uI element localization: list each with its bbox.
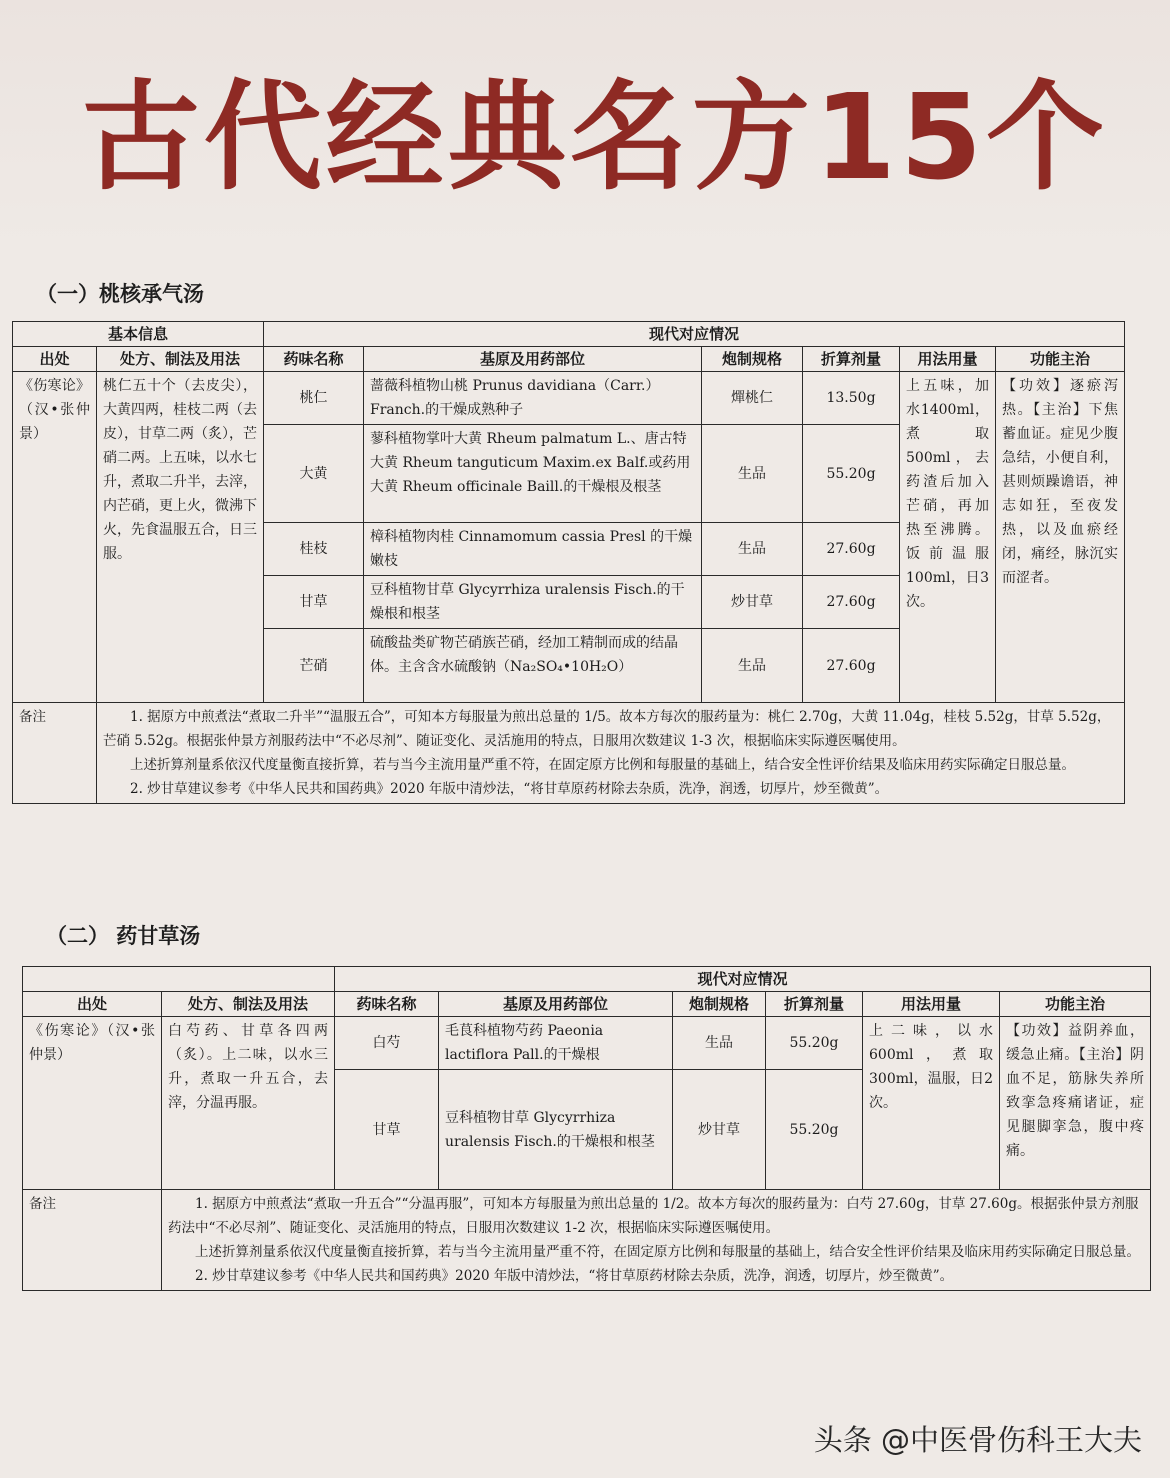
header-basic-info-empty (23, 967, 335, 992)
header-row-columns (13, 347, 1125, 372)
section-title-1: （一）桃核承气汤 (36, 282, 204, 306)
usage-cell: 上二味，以水600ml，煮取300ml，温服，日2次。 (863, 1017, 1000, 1190)
header-basic-info: 基本信息 (13, 322, 264, 347)
herb-origin: 樟科植物肉桂 Cinnamomum cassia Presl 的干燥嫩枝 (364, 523, 702, 576)
header-row-top (23, 967, 1151, 992)
herb-dose: 13.50g (803, 372, 900, 425)
remark-text: 上述折算剂量系依汉代度量衡直接折算，若与当今主流用量严重不符，在固定原方比例和每服量的基础上，结合安全性评价结果及临床用药实际确定日服总量。 (130, 757, 1075, 773)
herb-dose: 55.20g (766, 1070, 863, 1190)
remark-text: 1. 据原方中煎煮法“煮取一升五合”“分温再服”，可知本方每服量为煎出总量的 1/2。故本方每次的服药量为：白芍 27.60g，甘草 27.60g。根据张仲景方剂服药法中“不必尽剂”、随证变化、灵活施用的特点，日服用次数建议 1-2 次，根据临床实际遵医嘱使用。 (168, 1196, 1139, 1236)
header-processing: 炮制规格 (702, 347, 803, 372)
herb-dose: 27.60g (803, 629, 900, 703)
header-herb: 药味名称 (264, 347, 364, 372)
formula-cell: 白芍药、甘草各四两（炙）。上二味，以水三升，煮取一升五合，去滓，分温再服。 (162, 1017, 335, 1190)
herb-processing: 燀桃仁 (702, 372, 803, 425)
herb-name: 大黄 (264, 425, 364, 523)
herb-origin: 豆科植物甘草 Glycyrrhiza uralensis Fisch.的干燥根和根茎 (439, 1070, 673, 1190)
herb-name: 芒硝 (264, 629, 364, 703)
herb-processing: 炒甘草 (673, 1070, 766, 1190)
remarks-label: 备注 (13, 703, 97, 804)
herb-dose: 27.60g (803, 576, 900, 629)
header-function: 功能主治 (996, 347, 1125, 372)
herb-name: 桃仁 (264, 372, 364, 425)
header-function: 功能主治 (1000, 992, 1151, 1017)
formula-cell: 桃仁五十个（去皮尖），大黄四两，桂枝二两（去皮），甘草二两（炙），芒硝二两。上五味，以水七升，煮取二升半，去滓，内芒硝，更上火，微沸下火，先食温服五合，日三服。 (97, 372, 264, 703)
header-herb: 药味名称 (335, 992, 439, 1017)
herb-processing: 生品 (702, 425, 803, 523)
herb-dose: 27.60g (803, 523, 900, 576)
header-source: 出处 (13, 347, 97, 372)
header-processing: 炮制规格 (673, 992, 766, 1017)
header-row-top (13, 322, 1125, 347)
remark-text: 1. 据原方中煎煮法“煮取二升半”“温服五合”，可知本方每服量为煎出总量的 1/5。故本方每次的服药量为：桃仁 2.70g，大黄 11.04g，桂枝 5.52g，甘草 5.52g，芒硝 5.52g。根据张仲景方剂服药法中“不必尽剂”、随证变化、灵活施用的特点，日服用次数建议 1-3 次，根据临床实际遵医嘱使用。 (103, 709, 1111, 749)
table-row (23, 1017, 1151, 1070)
herb-processing: 生品 (702, 523, 803, 576)
header-modern: 现代对应情况 (335, 967, 1151, 992)
usage-cell: 上五味，加水1400ml，煮取500ml，去药渣后加入芒硝，再加热至沸腾。饭前温服100ml，日3次。 (900, 372, 996, 703)
header-modern: 现代对应情况 (264, 322, 1125, 347)
herb-name: 甘草 (264, 576, 364, 629)
source-cell: 《伤寒论》（汉•张仲景） (13, 372, 97, 703)
herb-processing: 生品 (702, 629, 803, 703)
function-cell: 【功效】逐瘀泻热。【主治】下焦蓄血证。症见少腹急结，小便自利，甚则烦躁谵语，神志如狂，至夜发热，以及血瘀经闭，痛经，脉沉实而涩者。 (996, 372, 1125, 703)
herb-processing: 炒甘草 (702, 576, 803, 629)
header-usage: 用法用量 (863, 992, 1000, 1017)
header-row-columns (23, 992, 1151, 1017)
remarks-label: 备注 (23, 1190, 162, 1291)
watermark: 头条 @中医骨伤科王大夫 (813, 1423, 1142, 1457)
remark-text: 上述折算剂量系依汉代度量衡直接折算，若与当今主流用量严重不符，在固定原方比例和每服量的基础上，结合安全性评价结果及临床用药实际确定日服总量。 (195, 1244, 1140, 1260)
header-usage: 用法用量 (900, 347, 996, 372)
header-origin: 基原及用药部位 (439, 992, 673, 1017)
herb-name: 桂枝 (264, 523, 364, 576)
function-cell: 【功效】益阴养血，缓急止痛。【主治】阴血不足，筋脉失养所致挛急疼痛诸证，症见腿脚挛急，腹中疼痛。 (1000, 1017, 1151, 1190)
header-formula: 处方、制法及用法 (97, 347, 264, 372)
formula-table-2 (22, 966, 1151, 1291)
remark-text: 2. 炒甘草建议参考《中华人民共和国药典》2020 年版中清炒法，“将甘草原药材除去杂质，洗净，润透，切厚片，炒至微黄”。 (195, 1268, 954, 1284)
section-title-2: （二） 药甘草汤 (46, 924, 201, 948)
remarks-row (23, 1190, 1151, 1291)
header-dose: 折算剂量 (766, 992, 863, 1017)
table-row (13, 372, 1125, 425)
herb-origin: 蓼科植物掌叶大黄 Rheum palmatum L.、唐古特大黄 Rheum tanguticum Maxim.ex Balf.或药用大黄 Rheum officinale Baill.的干燥根及根茎 (364, 425, 702, 523)
remarks-cell (97, 703, 1125, 804)
page-title: 古代经典名方15个 (81, 68, 1109, 206)
header-origin: 基原及用药部位 (364, 347, 702, 372)
herb-name: 白芍 (335, 1017, 439, 1070)
herb-dose: 55.20g (766, 1017, 863, 1070)
formula-table-1 (12, 321, 1125, 804)
herb-origin: 豆科植物甘草 Glycyrrhiza uralensis Fisch.的干燥根和根茎 (364, 576, 702, 629)
remarks-cell (162, 1190, 1151, 1291)
herb-processing: 生品 (673, 1017, 766, 1070)
herb-name: 甘草 (335, 1070, 439, 1190)
header-formula: 处方、制法及用法 (162, 992, 335, 1017)
remark-text: 2. 炒甘草建议参考《中华人民共和国药典》2020 年版中清炒法，“将甘草原药材除去杂质，洗净，润透，切厚片，炒至微黄”。 (130, 781, 889, 797)
herb-origin: 硫酸盐类矿物芒硝族芒硝，经加工精制而成的结晶体。主含含水硫酸钠（Na₂SO₄•10H₂O） (364, 629, 702, 703)
herb-dose: 55.20g (803, 425, 900, 523)
remarks-row (13, 703, 1125, 804)
header-source: 出处 (23, 992, 162, 1017)
herb-origin: 毛茛科植物芍药 Paeonia lactiflora Pall.的干燥根 (439, 1017, 673, 1070)
header-dose: 折算剂量 (803, 347, 900, 372)
herb-origin: 蔷薇科植物山桃 Prunus davidiana（Carr.）Franch.的干燥成熟种子 (364, 372, 702, 425)
source-cell: 《伤寒论》（汉•张仲景） (23, 1017, 162, 1190)
